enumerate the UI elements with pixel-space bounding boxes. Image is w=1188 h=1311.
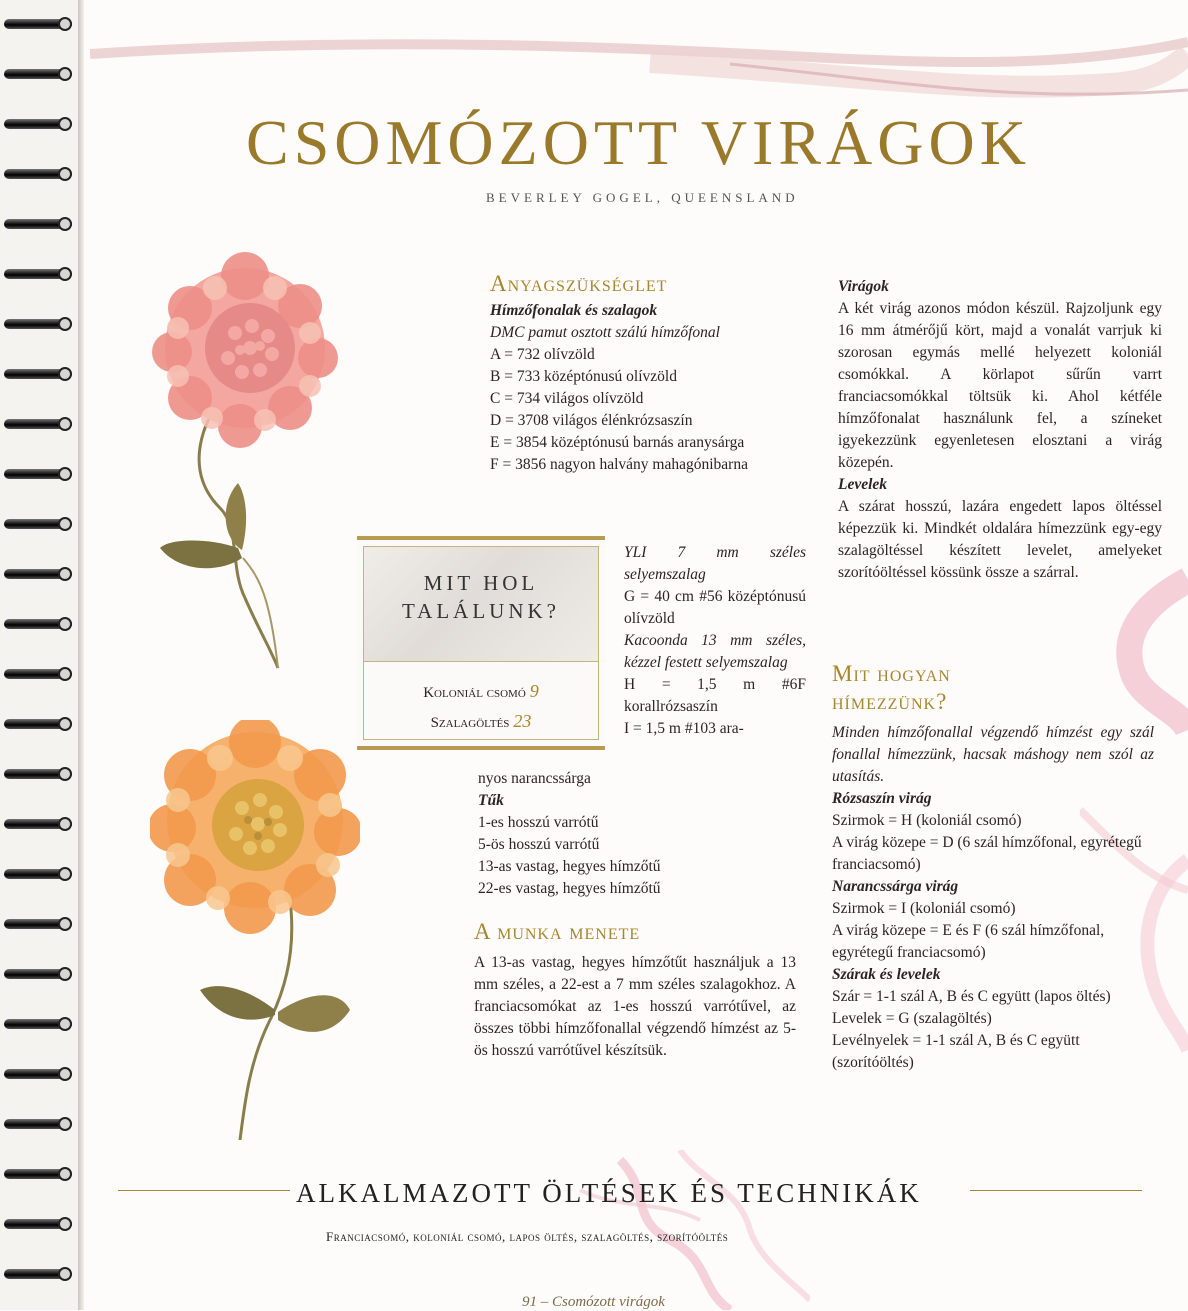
page-number: 91 – Csomózott virágok: [522, 1294, 665, 1310]
where-row-label: Szalagöltés: [430, 715, 510, 731]
where-box-header: [364, 547, 598, 662]
coil-hole: [58, 117, 72, 131]
coil-hole: [58, 1217, 72, 1231]
coil-hole: [58, 717, 72, 731]
kacoonda-item: I = 1,5 m #103 ara-: [624, 720, 744, 737]
binding-coil: [0, 64, 76, 86]
binding-coil: [0, 164, 76, 186]
footer-rule-left: [118, 1190, 290, 1191]
binding-coil: [0, 864, 76, 886]
coil-hole: [58, 517, 72, 531]
coil-hole: [58, 267, 72, 281]
coil-hole: [58, 17, 72, 31]
binding-coil: [0, 664, 76, 686]
thread-item: D = 3708 világos élénkrózsaszín: [490, 412, 693, 429]
right-column-bottom: [832, 660, 1154, 1074]
coil-hole: [58, 1067, 72, 1081]
where-box-title-line1: MIT HOL: [423, 571, 539, 595]
how-intro: Minden hímzőfonallal végzendő hímzést egy szál fonallal hímezzünk, hacsak máshogy nem szól az utasítás.: [832, 724, 1154, 785]
threads-heading: Hímzőfonalak és szalagok: [490, 302, 658, 319]
thread-item: C = 734 világos olívzöld: [490, 390, 644, 407]
pink-heading: Rózsaszín virág: [832, 790, 932, 807]
orange-item: Szirmok = I (koloniál csomó): [832, 900, 1016, 917]
stems-item: Levélnyelek = 1-1 szál A, B és C együtt (szorítóöltés): [832, 1032, 1080, 1071]
right-column-top: [838, 276, 1162, 584]
binding-coil: [0, 614, 76, 636]
needle-item: 5-ös hosszú varrótű: [478, 836, 600, 853]
binding-coil: [0, 514, 76, 536]
binding-coil: [0, 914, 76, 936]
author-line: BEVERLEY GOGEL, QUEENSLAND: [486, 190, 799, 205]
how-heading-line2: hímezzünk?: [832, 689, 948, 714]
needles-heading: Tűk: [478, 792, 504, 809]
process-heading: A munka menete: [474, 919, 641, 944]
coil-hole: [58, 617, 72, 631]
kacoonda-item: H = 1,5 m #6F korallrózsaszín: [624, 676, 806, 715]
pink-item: Szirmok = H (koloniál csomó): [832, 812, 1022, 829]
how-heading: [832, 660, 1154, 716]
binding-coil: [0, 464, 76, 486]
coil-hole: [58, 967, 72, 981]
where-row-label: Koloniál csomó: [423, 685, 526, 701]
binding-coil: [0, 314, 76, 336]
stems-heading: Szárak és levelek: [832, 966, 941, 983]
page-title: CSOMÓZOTT VIRÁGOK: [246, 107, 1031, 178]
how-heading-line1: Mit hogyan: [832, 661, 951, 686]
pink-item: A virág közepe = D (6 szál hímzőfonal, egyrétegű franciacsomó): [832, 834, 1142, 873]
stems-item: Levelek = G (szalagöltés): [832, 1010, 992, 1027]
coil-hole: [58, 917, 72, 931]
binding-coil: [0, 264, 76, 286]
where-box-frame: [363, 546, 599, 740]
process-text: A 13-as vastag, hegyes hímzőtűt használjuk a 13 mm széles, a 22-est a 7 mm széles szalagokhoz. A franciacsomókat az 1-es hosszú varrótűvel, az összes többi hímzőfonallal végzendő hímzést az 5-ös hosszú varrótűvel készítsük.: [474, 954, 796, 1059]
binding-coil: [0, 764, 76, 786]
coil-hole: [58, 467, 72, 481]
where-row-ribbon: [364, 711, 598, 732]
pink-flower-illustration: [150, 248, 340, 678]
flowers-text: A két virág azonos módon készül. Rajzoljunk egy 16 mm átmérőjű kört, majd a vonalát varrjuk ki szorosan egymás mellé helyezett koloniál csomókkal. A körlapot sűrűn varrt franciacsomókkal töltsük ki. Ahol kétféle hímzőfonalat használunk fel, a színeket igyekezzünk egyenletesen elosztani a virág közepén.: [838, 300, 1162, 471]
kacoonda-cont: nyos narancssárga: [478, 770, 591, 787]
coil-hole: [58, 1167, 72, 1181]
coil-hole: [58, 567, 72, 581]
binding-coil: [0, 1214, 76, 1236]
binding-coil: [0, 114, 76, 136]
binding-coil: [0, 414, 76, 436]
binding-coil: [0, 14, 76, 36]
coil-hole: [58, 667, 72, 681]
binding-coil: [0, 964, 76, 986]
materials-column-cont: [624, 542, 806, 740]
flowers-heading: Virágok: [838, 278, 889, 295]
materials-column: [490, 270, 808, 476]
footer-title: ALKALMAZOTT ÖLTÉSEK ÉS TECHNIKÁK: [296, 1178, 922, 1208]
yli-note: YLI 7 mm széles selyemszalag: [624, 544, 806, 583]
binding-coil: [0, 1014, 76, 1036]
footer-techniques: Franciacsomó, koloniál csomó, lapos öltés, szalagöltés, szorítóöltés: [326, 1229, 729, 1244]
coil-hole: [58, 1117, 72, 1131]
needles-block: [478, 768, 808, 900]
binding-coil: [0, 364, 76, 386]
where-row-page: 23: [513, 711, 532, 731]
binding-coil: [0, 1164, 76, 1186]
coil-hole: [58, 767, 72, 781]
coil-hole: [58, 417, 72, 431]
dmc-note: DMC pamut osztott szálú hímzőfonal: [490, 324, 720, 341]
where-box-title: [364, 569, 598, 625]
orange-item: A virág közepe = E és F (6 szál hímzőfonal, egyrétegű franciacsomó): [832, 922, 1105, 961]
binding-coil: [0, 1064, 76, 1086]
coil-hole: [58, 317, 72, 331]
binding-coil: [0, 214, 76, 236]
coil-hole: [58, 67, 72, 81]
process-section: [474, 918, 796, 1062]
coil-hole: [58, 167, 72, 181]
kacoonda-note: Kacoonda 13 mm széles, kézzel festett selyemszalag: [624, 632, 806, 671]
binding-coil: [0, 714, 76, 736]
yli-item: G = 40 cm #56 középtónusú olívzöld: [624, 588, 806, 627]
thread-item: A = 732 olívzöld: [490, 346, 595, 363]
orange-flower-illustration: [150, 720, 360, 1150]
binding-coil: [0, 814, 76, 836]
spiral-binding: [0, 0, 78, 1310]
needle-item: 1-es hosszú varrótű: [478, 814, 599, 831]
coil-hole: [58, 1267, 72, 1281]
where-box-title-line2: TALÁLUNK?: [402, 599, 560, 623]
coil-hole: [58, 1017, 72, 1031]
where-row-page: 9: [529, 681, 539, 701]
materials-heading: Anyagszükséglet: [490, 271, 668, 296]
page-edge: [78, 0, 84, 1310]
where-row-colonial: [364, 681, 598, 702]
binding-coil: [0, 564, 76, 586]
coil-hole: [58, 217, 72, 231]
thread-item: E = 3854 középtónusú barnás aranysárga: [490, 434, 745, 451]
leaves-heading: Levelek: [838, 476, 888, 493]
coil-hole: [58, 367, 72, 381]
thread-item: F = 3856 nagyon halvány mahagónibarna: [490, 456, 748, 473]
stems-item: Szár = 1-1 szál A, B és C együtt (lapos öltés): [832, 988, 1111, 1005]
where-to-find-box: [357, 536, 605, 750]
thread-item: B = 733 középtónusú olívzöld: [490, 368, 677, 385]
footer-rule-right: [970, 1190, 1142, 1191]
binding-coil: [0, 1264, 76, 1286]
binding-coil: [0, 1114, 76, 1136]
needle-item: 13-as vastag, hegyes hímzőtű: [478, 858, 661, 875]
needle-item: 22-es vastag, hegyes hímzőtű: [478, 880, 661, 897]
coil-hole: [58, 867, 72, 881]
orange-heading: Narancssárga virág: [832, 878, 959, 895]
leaves-text: A szárat hosszú, lazára engedett lapos öltéssel képezzük ki. Mindkét oldalára hímezzünk egy-egy szalagöltéssel készített levelet, amelyeket szorítóöltéssel kössünk össze a szárral.: [838, 498, 1162, 581]
coil-hole: [58, 817, 72, 831]
